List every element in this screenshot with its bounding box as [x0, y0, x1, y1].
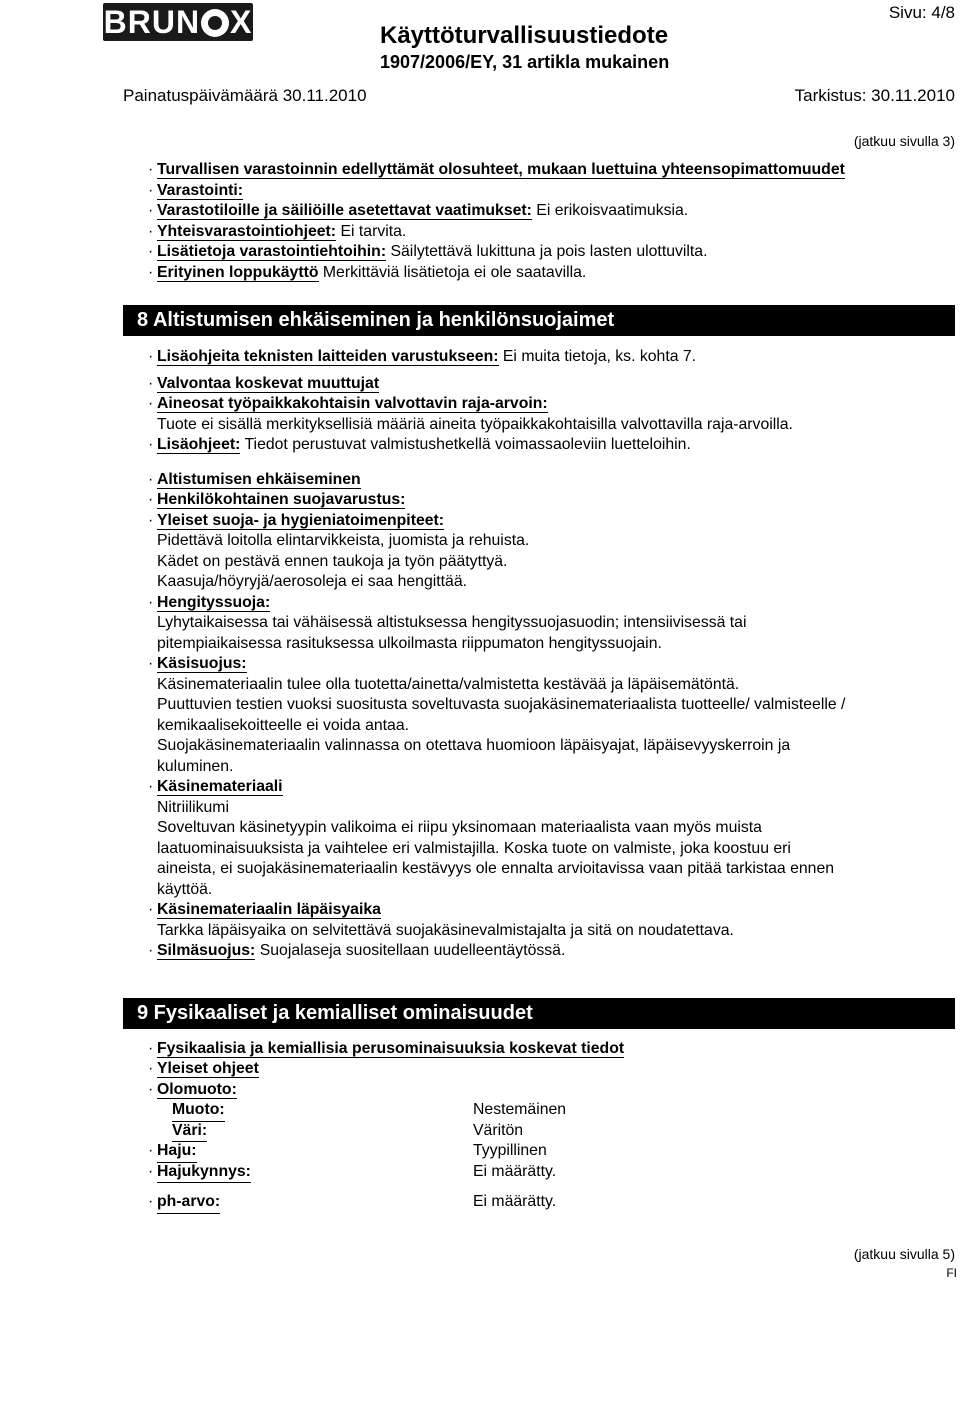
- document-body: [123, 160, 955, 1213]
- hygiene-line: Pidettävä loitolla elintarvikkeista, juomista ja rehuista.: [157, 532, 530, 549]
- ph-value: Ei määrätty.: [473, 1193, 557, 1210]
- engineering-row: · Lisäohjeita teknisten laitteiden varustukseen: Ei muita tietoja, ks. kohta 7.: [148, 348, 697, 365]
- ph-label: ph-arvo:: [157, 1192, 220, 1214]
- hygiene-row: · Yleiset suoja- ja hygieniatoimenpiteet:: [148, 511, 445, 529]
- colour-row: [123, 1121, 955, 1142]
- specific-end-use-row: · Erityinen loppukäyttö Merkittäviä lisätietoja ei ole saatavilla.: [148, 263, 587, 281]
- glove-material-line: Nitriilikumi: [157, 798, 229, 816]
- general-info-row: · Yleiset ohjeet: [148, 1060, 259, 1077]
- language-code: FI: [946, 1266, 957, 1280]
- print-date: Painatuspäivämäärä 30.11.2010: [123, 86, 367, 105]
- section-9-heading: 9 Fysikaaliset ja kemialliset ominaisuudet: [123, 998, 955, 1029]
- hand-protection-line: kuluminen.: [157, 757, 234, 775]
- additional-info-row: · Lisäohjeet: Tiedot perustuvat valmistushetkellä voimassaoleviin luetteloihin.: [148, 436, 691, 453]
- basic-properties-row: · Fysikaalisia ja kemiallisia perusominaisuuksia koskevat tiedot: [148, 1039, 625, 1057]
- hand-protection-row: · Käsisuojus:: [148, 655, 247, 672]
- respiratory-line: pitempiaikaisessa rasituksessa ulkoilmasta riippumaton hengityssuojain.: [157, 634, 662, 652]
- odour-threshold-value: Ei määrätty.: [473, 1162, 557, 1180]
- ppe-row: · Henkilökohtainen suojavarustus:: [148, 491, 406, 508]
- hand-protection-line: Käsinemateriaalin tulee olla tuotetta/ainetta/valmistetta kestävää ja läpäisemätöntä.: [157, 675, 740, 693]
- control-params-row: · Valvontaa koskevat muuttujat: [148, 374, 380, 392]
- storage-row: · Varastointi:: [148, 181, 244, 199]
- form-row: [123, 1100, 955, 1121]
- odour-row: · Haju: Tyypillinen: [123, 1141, 955, 1162]
- colour-value: Väritön: [473, 1121, 524, 1139]
- continued-from-note: (jatkuu sivulla 3): [853, 133, 955, 149]
- penetration-time-row: · Käsinemateriaalin läpäisyaika: [148, 901, 381, 918]
- document-subtitle: 1907/2006/EY, 31 artikla mukainen: [380, 52, 670, 72]
- hygiene-line: Kaasuja/höyryjä/aerosoleja ei saa hengittää.: [157, 573, 467, 590]
- limit-values-row: · Aineosat työpaikkakohtaisin valvottavin raja-arvoin:: [148, 395, 548, 412]
- page-number: Sivu: 4/8: [888, 3, 955, 22]
- odour-threshold-row: · Hajukynnys: Ei määrätty.: [123, 1162, 955, 1183]
- revision-date: Tarkistus: 30.11.2010: [794, 86, 955, 105]
- hand-protection-line: kemikaalisekoitteelle ei voida antaa.: [157, 716, 410, 734]
- hand-protection-line: Puuttuvien testien vuoksi suositusta soveltuvasta suojakäsinemateriaalista tuotteelle/ valmisteelle /: [157, 696, 846, 713]
- joint-storage-row: · Yhteisvarastointiohjeet: Ei tarvita.: [148, 222, 407, 240]
- odour-value: Tyypillinen: [473, 1142, 547, 1159]
- storage-conditions-row: · Turvallisen varastoinnin edellyttämät olosuhteet, mukaan luettuina yhteensopimattomuudet: [148, 161, 845, 178]
- colour-label: Väri:: [172, 1121, 207, 1143]
- odour-threshold-label: Hajukynnys:: [157, 1162, 251, 1184]
- penetration-time-text: Tarkka läpäisyaika on selvitettävä suojakäsinevalmistajalta ja sitä on noudatettava.: [157, 921, 734, 939]
- hand-protection-line: Suojakäsinemateriaalin valinnassa on otettava huomioon läpäisyajat, läpäisevyyskerroin ja: [157, 737, 791, 754]
- exposure-controls-row: · Altistumisen ehkäiseminen: [148, 470, 361, 488]
- ph-row: · ph-arvo: Ei määrätty.: [123, 1192, 955, 1213]
- hygiene-line: Kädet on pestävä ennen taukoja ja työn päätyttyä.: [157, 552, 508, 570]
- document-title: Käyttöturvallisuustiedote: [380, 22, 669, 49]
- glove-material-line: laatuominaisuuksista ja vaihtelee eri valmistajilla. Koska tuote on valmiste, joka koostuu eri: [157, 839, 791, 857]
- appearance-row: · Olomuoto:: [148, 1080, 237, 1098]
- limit-values-text: Tuote ei sisällä merkityksellisiä määriä aineita työpaikkakohtaisilla valvottavilla raja-arvoilla.: [157, 415, 793, 433]
- glove-material-row: · Käsinemateriaali: [148, 778, 283, 795]
- continued-on-note: (jatkuu sivulla 5): [853, 1246, 955, 1262]
- respiratory-line: Lyhytaikaisessa tai vähäisessä altistuksessa hengityssuojasuodin; intensiivisessä tai: [157, 614, 747, 631]
- glove-material-line: Soveltuvan käsinetyypin valikoima ei riipu yksinomaan materiaalista vaan myös muista: [157, 819, 762, 836]
- form-label: Muoto:: [172, 1100, 225, 1122]
- glove-material-line: aineista, ei suojakäsinemateriaalin kestävyys ole ennalta arvioitavissa vaan pitää tarkistaa ennen: [157, 860, 835, 877]
- storage-info-row: · Lisätietoja varastointiehtoihin: Säilytettävä lukittuna ja pois lasten ulottuvilta.: [148, 243, 708, 260]
- glove-material-line: käyttöä.: [157, 880, 213, 898]
- respiratory-row: · Hengityssuoja:: [148, 593, 271, 611]
- section-8-heading: 8 Altistumisen ehkäiseminen ja henkilönsuojaimet: [123, 305, 955, 336]
- odour-label: Haju:: [157, 1141, 197, 1163]
- brand-logo: BRUN X: [103, 4, 253, 40]
- storage-requirements-row: · Varastotiloille ja säiliöille asetettavat vaatimukset: Ei erikoisvaatimuksia.: [148, 202, 689, 219]
- form-value: Nestemäinen: [473, 1101, 567, 1118]
- eye-protection-row: · Silmäsuojus: Suojalaseja suositellaan uudelleentäytössä.: [148, 942, 566, 959]
